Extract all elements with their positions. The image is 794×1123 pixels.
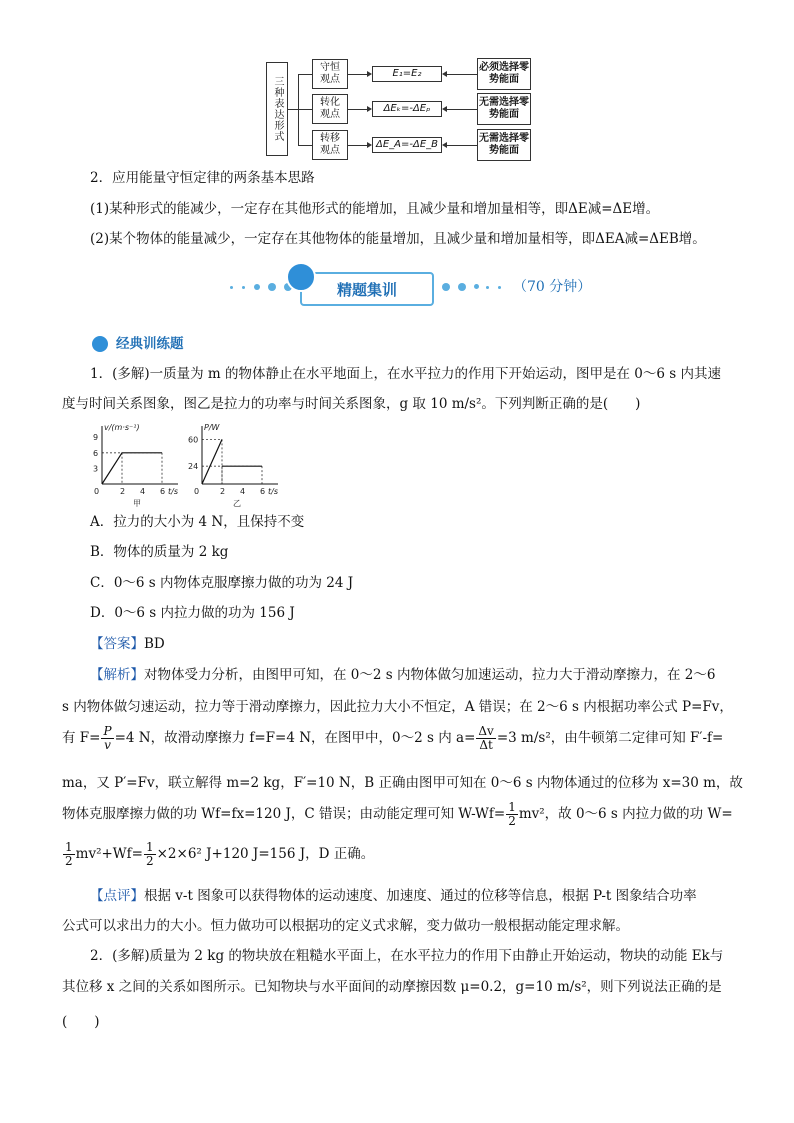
fraction-one-half: $\frac{1}{2}$ (145, 840, 154, 868)
fraction-one-half: $\frac{1}{2}$ (508, 800, 516, 828)
view-box-1: 转化观点 (312, 94, 348, 124)
formula-box-0: E₁=E₂ (372, 66, 442, 82)
section2-heading: 2．应用能量守恒定律的两条基本思路 (90, 170, 315, 186)
q1-analysis-line6: $\frac{1}{2}$ mv²+Wf= $\frac{1}{2}$ ×2×6² J+120 J=156 J，D 正确。 (65, 840, 375, 868)
q1-charts (90, 424, 280, 508)
y-tick-label: 60 (188, 435, 199, 445)
note-box-0: 必须选择零势能面 (477, 58, 531, 90)
q1-analysis-line3: 有 F= $\frac{P}{v}$ =4 N，故滑动摩擦力 f=F=4 N，在图甲中，0～2 s 内 a= $\frac{\Delta v}{\Delta t}$ =3 m/s²，由牛顿第二定律可知 F′-f= (62, 724, 724, 752)
answer-value: BD (144, 636, 165, 652)
chart-title: 甲 (133, 499, 141, 508)
formula-box-1: ΔEₖ=-ΔEₚ (372, 101, 442, 117)
section2-line2: (2)某个物体的能量减少，一定存在其他物体的能量增加，且减少量和增加量相等，即ΔEA减=ΔEB增。 (90, 231, 706, 247)
root-label: 三种表达形式 (272, 76, 283, 142)
q1-answer (90, 634, 165, 654)
x-tick-label: 6 (260, 487, 266, 496)
section2-line1: (1)某种形式的能减少，一定存在其他形式的能增加，且减少量和增加量相等，即ΔE减=ΔE增。 (90, 201, 660, 217)
q1-charts-svg (90, 424, 280, 508)
origin-label: 0 (194, 487, 200, 496)
x-tick-label: 6 (160, 487, 166, 496)
y-tick-label: 6 (93, 448, 99, 458)
y-tick-label: 24 (188, 462, 199, 472)
chart-yi (188, 424, 278, 508)
x-tick-label: 4 (240, 487, 246, 496)
y-axis-label: v/(m·s⁻¹) (104, 424, 140, 432)
series-line-0 (102, 453, 162, 484)
q1-stem-line2: 度与时间关系图象，图乙是拉力的功率与时间关系图象，g 取 10 m/s²。下列判断正确的是( ) (62, 396, 641, 412)
fraction-dv-over-dt: $\frac{\Delta v}{\Delta t}$ (478, 724, 494, 752)
chart-title: 乙 (233, 499, 241, 508)
q1-option-c: C．0～6 s 内物体克服摩擦力做的功为 24 J (90, 575, 354, 591)
q1-option-a: A．拉力的大小为 4 N，且保持不变 (90, 514, 305, 530)
q1-analysis-line5: 物体克服摩擦力做的功 Wf=fx=120 J，C 错误；由动能定理可知 W-Wf= $\frac{1}{2}$ mv²，故 0～6 s 内拉力做的功 W= (62, 800, 733, 828)
banner-title-box (300, 272, 434, 306)
banner-time: （70 分钟） (513, 279, 592, 295)
q1-comment-line2: 公式可以求出力的大小。恒力做功可以根据功的定义式求解，变力做功一般根据动能定理求解。 (62, 918, 629, 934)
q1-stem-line1: 1．(多解)一质量为 m 的物体静止在水平地面上，在水平拉力的作用下开始运动，图甲是在 0～6 s 内其速 (90, 366, 721, 382)
x-tick-label: 4 (140, 487, 146, 496)
view-box-0: 守恒观点 (312, 59, 348, 89)
x-tick-label: 2 (120, 487, 126, 496)
q2-line2: 其位移 x 之间的关系如图所示。已知物块与水平面间的动摩擦因数 μ=0.2，g=10 m/s²，则下列说法正确的是 (62, 979, 722, 995)
fraction-one-half: $\frac{1}{2}$ (65, 840, 73, 868)
view-box-2: 转移观点 (312, 130, 348, 160)
formula-box-2: ΔE_A=-ΔE_B (372, 137, 442, 153)
clock-icon (286, 262, 316, 292)
y-tick-label: 9 (93, 433, 99, 443)
chart-jia (93, 424, 178, 508)
practice-banner (230, 268, 610, 308)
energy-expression-diagram (264, 54, 536, 162)
answer-label: 【答案】 (90, 636, 144, 652)
banner-title: 精题集训 (336, 280, 397, 299)
analysis-label: 【解析】 (90, 667, 144, 683)
q1-analysis-line2: s 内物体做匀速运动，拉力等于滑动摩擦力，因此拉力大小不恒定，A 错误；在 2～6 s 内根据功率公式 P=Fv， (62, 699, 733, 715)
q1-comment-line1: 【点评】根据 v-t 图象可以获得物体的运动速度、加速度、通过的位移等信息，根据 P-t 图象结合功率 (90, 888, 697, 904)
q2-line1: 2．(多解)质量为 2 kg 的物块放在粗糙水平面上，在水平拉力的作用下由静止开始运动，物块的动能 Ek与 (90, 948, 724, 964)
origin-label: 0 (94, 487, 100, 496)
y-tick-label: 3 (93, 464, 99, 474)
q1-analysis-line4: ma，又 P′=Fv，联立解得 m=2 kg，F′=10 N，B 正确由图甲可知在 0～6 s 内物体通过的位移为 x=30 m，故 (62, 775, 743, 791)
fraction-p-over-v: $\frac{P}{v}$ (103, 724, 112, 752)
q1-option-b: B．物体的质量为 2 kg (90, 544, 229, 560)
q2-line3: ( ) (62, 1014, 100, 1030)
y-axis-label: P/W (204, 424, 220, 432)
x-axis-label: t/s (168, 487, 178, 496)
note-box-1: 无需选择零势能面 (477, 93, 531, 125)
series-line-0 (202, 439, 222, 484)
x-tick-label: 2 (220, 487, 226, 496)
trophy-icon (92, 336, 108, 352)
subsection-title: 经典训练题 (116, 336, 184, 352)
note-box-2: 无需选择零势能面 (477, 129, 531, 161)
comment-label: 【点评】 (90, 888, 144, 904)
root-label-box (266, 62, 288, 156)
x-axis-label: t/s (268, 487, 278, 496)
q1-analysis-line1: 【解析】对物体受力分析，由图甲可知，在 0～2 s 内物体做匀加速运动，拉力大于滑动摩擦力，在 2～6 (90, 667, 716, 683)
q1-option-d: D．0～6 s 内拉力做的功为 156 J (90, 605, 295, 621)
